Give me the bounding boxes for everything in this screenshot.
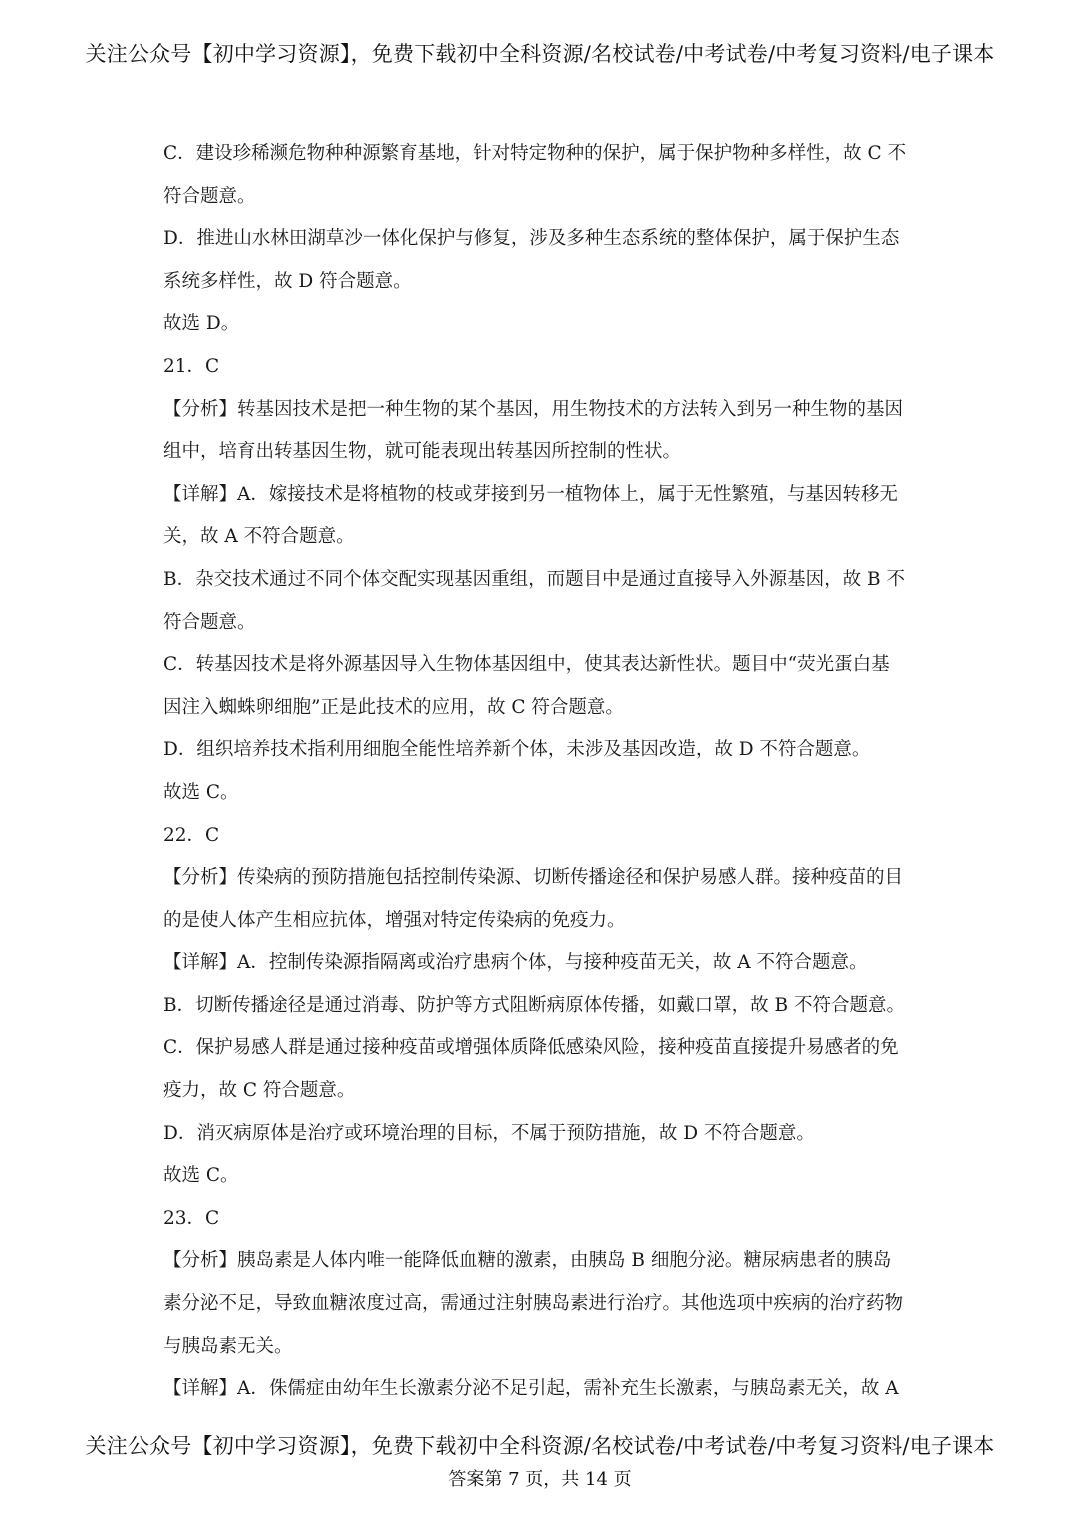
analysis-line: 【分析】胰岛素是人体内唯一能降低血糖的激素，由胰岛 B 细胞分泌。糖尿病患者的胰岛 [163, 1250, 892, 1272]
explanation-line: 【详解】A．侏儒症由幼年生长激素分泌不足引起，需补充生长激素，与胰岛素无关，故 A [163, 1378, 899, 1400]
text-line: 素分泌不足，导致血糖浓度过高，需通过注射胰岛素进行治疗。其他选项中疾病的治疗药物 [163, 1293, 904, 1315]
text-line: 系统多样性，故 D 符合题意。 [163, 270, 412, 292]
footer-banner: 关注公众号【初中学习资源】，免费下载初中全科资源/名校试卷/中考试卷/中考复习资料/电子课本 [85, 1434, 995, 1458]
text-line: D．组织培养技术指利用细胞全能性培养新个体，未涉及基因改造，故 D 不符合题意。 [163, 739, 871, 761]
text-line: 疫力，故 C 符合题意。 [163, 1080, 356, 1102]
text-line: C．保护易感人群是通过接种疫苗或增强体质降低感染风险，接种疫苗直接提升易感者的免 [163, 1037, 899, 1059]
header-banner: 关注公众号【初中学习资源】，免费下载初中全科资源/名校试卷/中考试卷/中考复习资料/电子课本 [85, 42, 995, 66]
text-line: B．杂交技术通过不同个体交配实现基因重组，而题目中是通过直接导入外源基因，故 B 不 [163, 568, 905, 590]
text-line: 符合题意。 [163, 185, 256, 207]
explanation-line: 【详解】A．控制传染源指隔离或治疗患病个体，与接种疫苗无关，故 A 不符合题意。 [163, 952, 868, 974]
text-line: 故选 D。 [163, 313, 240, 335]
text-line: 关，故 A 不符合题意。 [163, 526, 355, 548]
page-number: 答案第 7 页，共 14 页 [448, 1469, 632, 1490]
text-line: 因注入蜘蛛卵细胞”正是此技术的应用，故 C 符合题意。 [163, 696, 624, 718]
text-line: C．转基因技术是将外源基因导入生物体基因组中，使其表达新性状。题目中“荧光蛋白基 [163, 654, 890, 676]
text-line: 符合题意。 [163, 611, 256, 633]
explanation-line: 【详解】A．嫁接技术是将植物的枝或芽接到另一植物体上，属于无性繁殖，与基因转移无 [163, 483, 898, 505]
question-number: 22．C [163, 824, 220, 846]
text-line: 与胰岛素无关。 [163, 1335, 293, 1357]
analysis-line: 【分析】转基因技术是把一种生物的某个基因，用生物技术的方法转入到另一种生物的基因 [163, 398, 904, 420]
text-line: C．建设珍稀濒危物种种源繁育基地，针对特定物种的保护，属于保护物种多样性，故 C 不 [163, 143, 907, 164]
text-line: D．消灭病原体是治疗或环境治理的目标，不属于预防措施，故 D 不符合题意。 [163, 1122, 815, 1144]
answer-text-body [163, 133, 923, 1411]
question-number: 21．C [163, 355, 220, 377]
text-line: D．推进山水林田湖草沙一体化保护与修复，涉及多种生态系统的整体保护，属于保护生态 [163, 228, 900, 250]
text-line: 组中，培育出转基因生物，就可能表现出转基因所控制的性状。 [163, 441, 682, 463]
text-line: 故选 C。 [163, 781, 239, 803]
text-line: 故选 C。 [163, 1165, 239, 1187]
analysis-line: 【分析】传染病的预防措施包括控制传染源、切断传播途径和保护易感人群。接种疫苗的目 [163, 867, 904, 889]
text-line: 的是使人体产生相应抗体，增强对特定传染病的免疫力。 [163, 909, 626, 931]
question-number: 23．C [163, 1207, 220, 1229]
text-line: B．切断传播途径是通过消毒、防护等方式阻断病原体传播，如戴口罩，故 B 不符合题意。 [163, 994, 905, 1016]
